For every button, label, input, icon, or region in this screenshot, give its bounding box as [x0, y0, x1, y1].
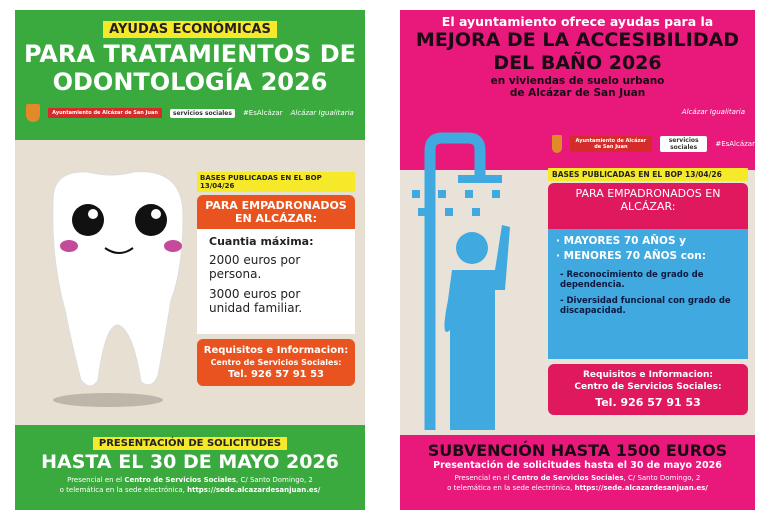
- info-panel: [197, 172, 355, 424]
- bases-label: BASES PUBLICADAS EN EL BOP 13/04/26: [548, 168, 748, 181]
- footer-url-link[interactable]: https://sede.alcazardesanjuan.es/: [187, 486, 321, 494]
- servicios-sociales-logo: servicios sociales: [170, 109, 235, 118]
- condition-item: - Reconocimiento de grado de dependencia.: [560, 270, 704, 290]
- subtitle-line1: en viviendas de suelo urbano: [490, 75, 665, 87]
- info-box: [548, 364, 748, 415]
- tag-label: AYUDAS ECONÓMICAS: [103, 21, 277, 38]
- title-line1: MEJORA DE LA ACCESIBILIDAD: [415, 29, 740, 51]
- footer-address: , C/ Santo Domingo, 2: [623, 474, 701, 482]
- footer-text: o telemática en la sede electrónica,: [447, 484, 575, 492]
- accesibilidad-poster: [400, 10, 755, 510]
- odontologia-poster: [15, 10, 365, 510]
- empadronados-header: PARA EMPADRONADOS EN ALCÁZAR:: [197, 195, 355, 229]
- subtitle-line2: de Alcázar de San Juan: [509, 87, 646, 99]
- footer-subtitle: Presentación de solicitudes hasta el 30 de mayo 2026: [433, 460, 722, 471]
- footer-text: o telemática en la sede electrónica,: [59, 486, 188, 494]
- info-title: Requisitos e Informacion:: [203, 345, 349, 356]
- shower-illustration: [410, 130, 560, 440]
- hashtag-logo: #EsAlcázar: [715, 140, 755, 148]
- title-line2: ODONTOLOGÍA 2026: [52, 68, 328, 96]
- group-item: · MAYORES 70 AÑOS y: [556, 235, 687, 247]
- footer-center: Centro de Servicios Sociales: [511, 474, 624, 482]
- info-title: Requisitos e Informacion:: [583, 370, 713, 380]
- hashtag-logo: #EsAlcázar: [242, 109, 283, 117]
- footer-text: Presencial en el: [67, 476, 125, 484]
- footer-text: Presencial en el: [454, 474, 512, 482]
- footer-center: Centro de Servicios Sociales: [124, 476, 237, 484]
- igualdad-logo: Alcázar Igualitaria: [290, 109, 354, 117]
- logo-row: [552, 135, 755, 153]
- coat-of-arms-icon: [26, 104, 40, 122]
- poster-footer: [400, 435, 755, 510]
- info-center: Centro de Servicios Sociales:: [574, 382, 722, 392]
- cuantia-item: 2000 euros por persona.: [209, 253, 301, 281]
- info-box: [197, 339, 355, 386]
- tooth-illustration: [33, 160, 198, 410]
- footer-url-link[interactable]: https://sede.alcazardesanjuan.es/: [574, 484, 708, 492]
- group-item: · MENORES 70 AÑOS con:: [556, 250, 706, 262]
- cuantia-label: Cuantia máxima:: [209, 235, 314, 248]
- intro-text: El ayuntamiento ofrece ayudas para la: [441, 14, 714, 29]
- info-tel: Tel. 926 57 91 53: [227, 369, 325, 380]
- condition-item: - Diversidad funcional con grado de discapacidad.: [560, 296, 731, 316]
- title-line2: DEL BAÑO 2026: [493, 52, 662, 74]
- info-tel: Tel. 926 57 91 53: [595, 396, 701, 409]
- bases-label: BASES PUBLICADAS EN EL BOP 13/04/26: [197, 172, 355, 192]
- footer-title: HASTA EL 30 DE MAYO 2026: [41, 451, 339, 473]
- requirements-box: [548, 229, 748, 359]
- info-center: Centro de Servicios Sociales:: [210, 358, 342, 367]
- logo-row: [15, 104, 365, 122]
- poster-header: [15, 10, 365, 140]
- title-line1: PARA TRATAMIENTOS DE: [23, 40, 357, 68]
- empadronados-header: PARA EMPADRONADOS EN ALCÁZAR:: [548, 183, 748, 229]
- cuantia-box: [197, 229, 355, 334]
- cuantia-item: 3000 euros por unidad familiar.: [209, 287, 303, 315]
- info-panel: [548, 162, 748, 415]
- ayuntamiento-logo: Ayuntamiento de Alcázar de San Juan: [570, 136, 652, 152]
- ayuntamiento-logo: Ayuntamiento de Alcázar de San Juan: [48, 108, 162, 118]
- footer-tag: PRESENTACIÓN DE SOLICITUDES: [93, 437, 287, 450]
- igualdad-logo: Alcázar Igualitaria: [681, 108, 745, 116]
- servicios-sociales-logo: servicios sociales: [660, 136, 707, 152]
- footer-title: SUBVENCIÓN HASTA 1500 EUROS: [427, 441, 728, 460]
- footer-address: , C/ Santo Domingo, 2: [236, 476, 313, 484]
- poster-footer: [15, 425, 365, 510]
